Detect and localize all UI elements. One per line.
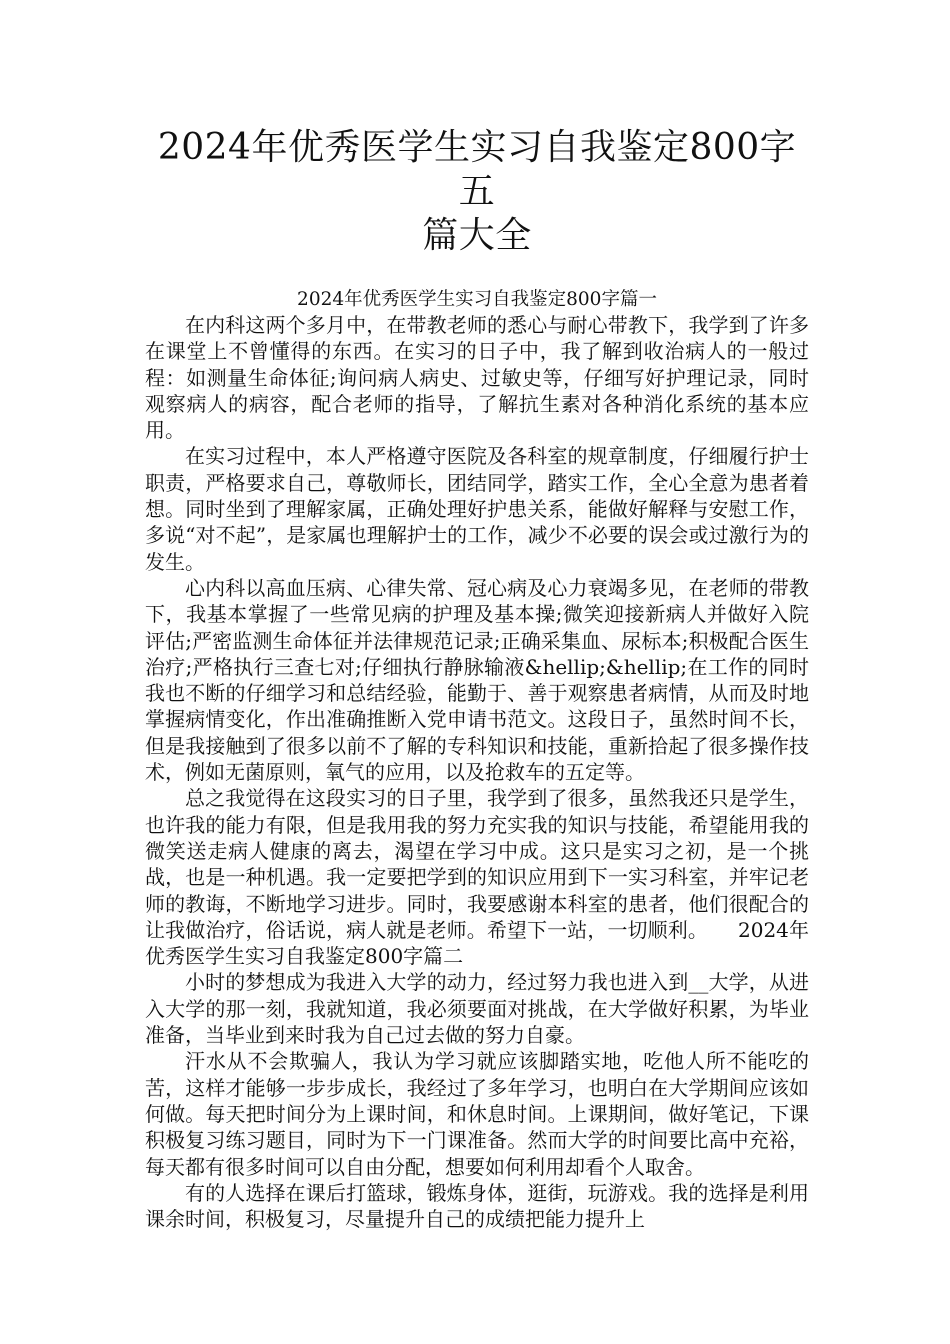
paragraph <box>145 785 809 969</box>
paragraph: 小时的梦想成为我进入大学的动力，经过努力我也进入到__大学，从进入大学的那一刻，我就知道，我必须要面对挑战，在大学做好积累，为毕业准备，当毕业到来时我为自己过去做的努力自豪。 <box>145 970 809 1048</box>
paragraph: 有的人选择在课后打篮球，锻炼身体，逛街，玩游戏。我的选择是利用课余时间，积极复习，尽量提升自己的成绩把能力提升上 <box>145 1180 809 1232</box>
section-heading-2: 2024年优秀医学生实习自我鉴定800字篇二 <box>145 917 810 969</box>
paragraph: 心内科以高血压病、心律失常、冠心病及心力衰竭多见，在老师的带教下，我基本掌握了一些常见病的护理及基本操;微笑迎接新病人并做好入院评估;严密监测生命体征并法律规范记录;正确采集血、尿标本;积极配合医生治疗;严格执行三查七对;仔细执行静脉输液&hellip;&hellip;在工作的同时我也不断的仔细学习和总结经验，能勤于、善于观察患者病情，从而及时地掌握病情变化，作出准确推断入党申请书范文。这段日子，虽然时间不长，但是我接触到了很多以前不了解的专科知识和技能，重新拾起了很多操作技术，例如无菌原则，氧气的应用，以及抢救车的五定等。 <box>145 575 809 785</box>
document-title-line-2: 篇大全 <box>422 215 532 256</box>
paragraph-text: 总之我觉得在这段实习的日子里，我学到了很多，虽然我还只是学生，也许我的能力有限，但是我用我的努力充实我的知识与技能，希望能用我的微笑送走病人健康的离去，渴望在学习中成。这只是实习之初，是一个挑战，也是一种机遇。我一定要把学到的知识应用到下一实习科室，并牢记老师的教诲，不断地学习进步。同时，我要感谢本科室的患者，他们很配合的让我做治疗，俗话说，病人就是老师。希望下一站，一切顺利。 <box>145 786 809 942</box>
document-page <box>145 126 809 1232</box>
paragraph: 在内科这两个多月中，在带教老师的悉心与耐心带教下，我学到了许多在课堂上不曾懂得的东西。在实习的日子中，我了解到收治病人的一般过程：如测量生命体征;询问病人病史、过敏史等，仔细写好护理记录，同时观察病人的病容，配合老师的指导，了解抗生素对各种消化系统的基本应用。 <box>145 313 809 443</box>
document-title-line-1: 2024年优秀医学生实习自我鉴定800字五 <box>157 127 797 212</box>
paragraph: 在实习过程中，本人严格遵守医院及各科室的规章制度，仔细履行护士职责，严格要求自己，尊敬师长，团结同学，踏实工作，全心全意为患者着想。同时坐到了理解家属，正确处理好护患关系，能做好解释与安慰工作，多说“对不起”，是家属也理解护士的工作，减少不必要的误会或过激行为的发生。 <box>145 444 809 574</box>
paragraph: 汗水从不会欺骗人，我认为学习就应该脚踏实地，吃他人所不能吃的苦，这样才能够一步步成长，我经过了多年学习，也明白在大学期间应该如何做。每天把时间分为上课时间，和休息时间。上课期间，做好笔记，下课积极复习练习题目，同时为下一门课准备。然而大学的时间要比高中充裕，每天都有很多时间可以自由分配，想要如何利用却看个人取舍。 <box>145 1049 809 1179</box>
section-heading-1: 2024年优秀医学生实习自我鉴定800字篇一 <box>297 289 657 310</box>
document-title <box>145 126 809 258</box>
document-body <box>145 312 809 1232</box>
